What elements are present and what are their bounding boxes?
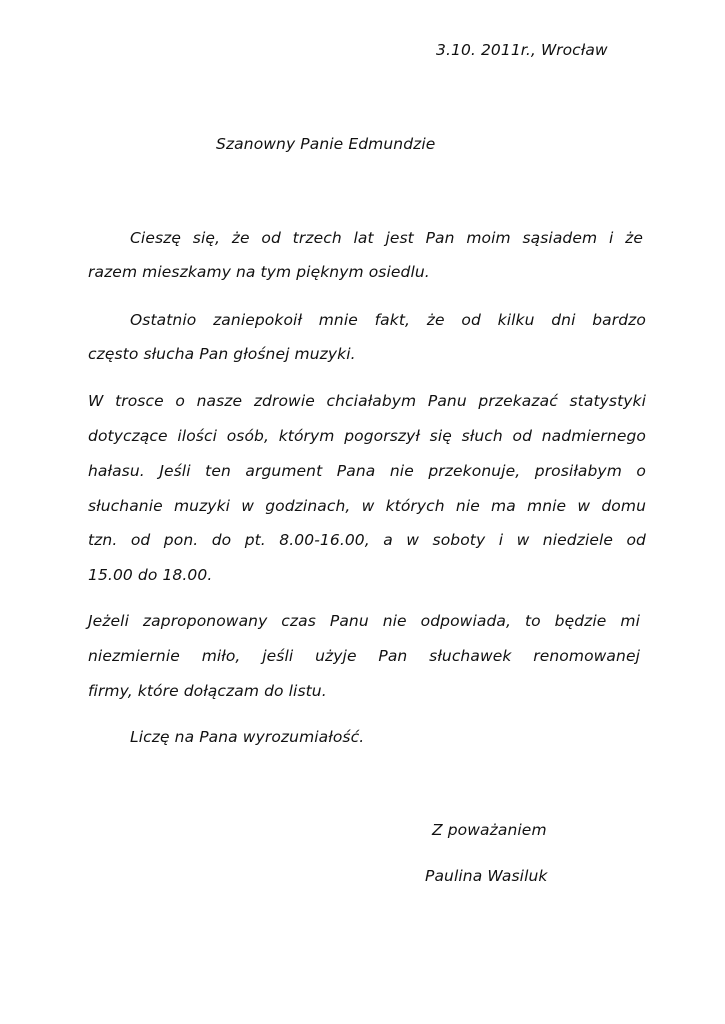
paragraph-5-line-1: Liczę na Pana wyrozumiałość. [130,728,365,746]
paragraph-3-line-4: słuchanie muzyki w godzinach, w których nie ma mnie w domu [88,497,646,515]
date-place: 3.10. 2011r., Wrocław [436,41,608,59]
paragraph-1-line-2: razem mieszkamy na tym pięknym osiedlu. [88,263,430,281]
greeting: Szanowny Panie Edmundzie [216,135,436,153]
signature-name: Paulina Wasiluk [425,867,548,885]
closing: Z poważaniem [432,821,547,839]
paragraph-4-line-1: Jeżeli zaproponowany czas Panu nie odpowiada, to będzie mi [88,612,640,630]
paragraph-3-line-2: dotyczące ilości osób, którym pogorszył się słuch od nadmiernego [88,427,646,445]
paragraph-1-line-1: Cieszę się, że od trzech lat jest Pan moim sąsiadem i że [130,229,643,247]
paragraph-4-line-3: firmy, które dołączam do listu. [88,682,327,700]
paragraph-2-line-1: Ostatnio zaniepokoił mnie fakt, że od kilku dni bardzo [130,311,646,329]
paragraph-2-line-2: często słucha Pan głośnej muzyki. [88,345,356,363]
paragraph-3-line-6: 15.00 do 18.00. [88,566,213,584]
paragraph-3-line-5: tzn. od pon. do pt. 8.00-16.00, a w soboty i w niedziele od [88,531,646,549]
paragraph-3-line-3: hałasu. Jeśli ten argument Pana nie przekonuje, prosiłabym o [88,462,646,480]
paragraph-3-line-1: W trosce o nasze zdrowie chciałabym Panu przekazać statystyki [88,392,646,410]
paragraph-4-line-2: niezmiernie miło, jeśli użyje Pan słuchawek renomowanej [88,647,640,665]
